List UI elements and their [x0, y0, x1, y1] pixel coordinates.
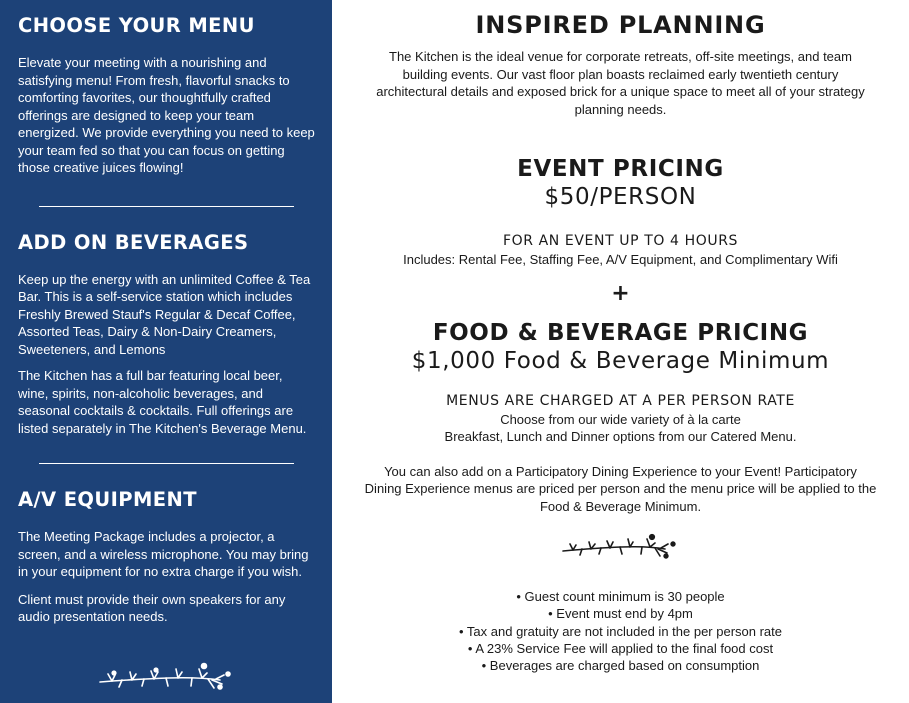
policy-list — [332, 588, 909, 674]
menus-charged-line: MENUS ARE CHARGED AT A PER PERSON RATE — [446, 392, 795, 409]
event-duration: FOR AN EVENT UP TO 4 HOURS — [502, 233, 739, 249]
beverages-description: Keep up the energy with an unlimited Coffee & Tea Bar. This is a self-service station which includes Freshly Brewed Stauf's Regular & Decaf Coffee, Assorted Teas, Dairy & Non-Dairy Creamers, Sweeteners, and Lemons — [18, 271, 311, 357]
participatory-dining-text: You can also add on a Participatory Dining Experience to your Event! Participatory Dining Experience menus are priced per person and the menu price will be applied to the Food & Beverage Minimum. — [364, 463, 877, 514]
food-beverage-heading: FOOD & BEVERAGE PRICING — [432, 319, 809, 346]
beverages-heading: ADD ON BEVERAGES — [18, 230, 249, 254]
divider — [39, 206, 294, 207]
food-beverage-minimum: $1,000 Food & Beverage Minimum — [411, 347, 830, 374]
intro-text: The Kitchen is the ideal venue for corporate retreats, off-site meetings, and team building events. Our vast floor plan boasts reclaimed early twentieth century architectural details and exposed brick for a unique space to meet all of your strategy planning needs. — [376, 49, 865, 117]
choose-line-1: Choose from our wide variety of à la carte — [500, 411, 741, 427]
speakers-note: Client must provide their own speakers for any audio presentation needs. — [18, 591, 286, 624]
page-title: INSPIRED PLANNING — [475, 11, 766, 39]
av-description: The Meeting Package includes a projector, a screen, and a wireless microphone. You may bring in your equipment for no extra charge if you wish. — [18, 529, 309, 579]
event-pricing-heading: EVENT PRICING — [517, 156, 724, 182]
sidebar — [0, 0, 332, 703]
list-item: • Beverages are charged based on consumption — [332, 657, 909, 674]
list-item: • Event must end by 4pm — [332, 605, 909, 622]
event-includes: Includes: Rental Fee, Staffing Fee, A/V Equipment, and Complimentary Wifi — [403, 252, 838, 267]
list-item: • Tax and gratuity are not included in the per person rate — [332, 623, 909, 640]
menu-description: Elevate your meeting with a nourishing and satisfying menu! From fresh, flavorful snacks to comforting favorites, our thoughtfully crafted offerings are designed to keep your team energized. We provide everything you need to keep your team fed so that you can focus on getting those creative juices flowing! — [18, 55, 315, 175]
menu-heading: CHOOSE YOUR MENU — [18, 14, 255, 37]
leaf-sprig-icon — [98, 660, 316, 699]
divider — [39, 463, 294, 464]
bar-description: The Kitchen has a full bar featuring local beer, wine, spirits, non-alcoholic beverages, and seasonal cocktails & cocktails. Full offerings are listed separately in The Kitchen's Beverage Menu. — [18, 368, 307, 436]
list-item: • Guest count minimum is 30 people — [332, 588, 909, 605]
plus-sign: + — [611, 280, 630, 306]
event-price: $50/PERSON — [544, 184, 697, 210]
main-content — [332, 0, 909, 703]
av-heading: A/V EQUIPMENT — [18, 488, 197, 511]
leaf-sprig-icon — [561, 533, 681, 568]
choose-line-2: Breakfast, Lunch and Dinner options from our Catered Menu. — [444, 429, 797, 444]
list-item: • A 23% Service Fee will applied to the final food cost — [332, 640, 909, 657]
